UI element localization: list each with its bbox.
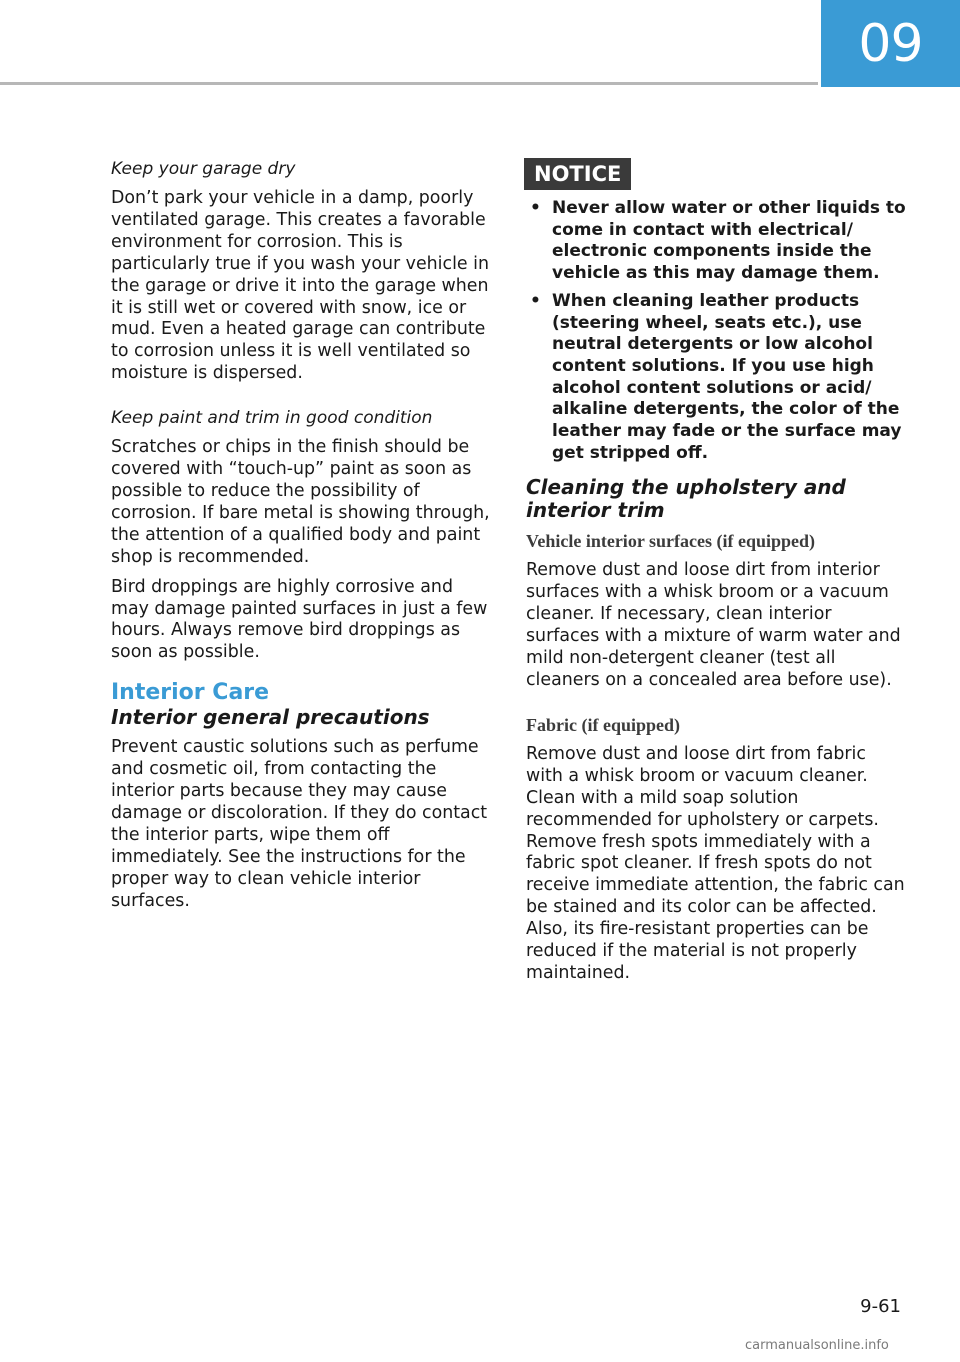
left-column xyxy=(111,158,491,920)
chapter-number: 09 xyxy=(858,13,923,74)
garage-heading: Keep your garage dry xyxy=(111,159,296,179)
right-column xyxy=(526,158,908,993)
paint-paragraph-2: Bird droppings are highly corrosive and may damage painted surfaces in just a few hours. Always remove bird droppings as soon as possible. xyxy=(111,576,488,663)
chapter-tab xyxy=(821,0,960,87)
paint-paragraph-1: Scratches or chips in the finish should be covered with “touch-up” paint as soon as possible to reduce the possibility of corrosion. If bare metal is showing through, the attention of a qualified body and paint shop is recommended. xyxy=(111,437,490,567)
interior-surfaces-paragraph: Remove dust and loose dirt from interior surfaces with a whisk broom or a vacuum cleaner. If necessary, clean interior surfaces with a mixture of warm water and mild non-detergent cleaner (test all cleaners on a concealed area before use). xyxy=(526,560,901,690)
interior-surfaces-heading: Vehicle interior surfaces (if equipped) xyxy=(526,531,815,552)
notice-item-text: When cleaning leather products (steering wheel, seats etc.), use neutral detergents or low alcohol content solutions. If you use high alcohol content solutions or acid/ alkaline detergents, the color of the leather may fade or the surface may get stripped off. xyxy=(552,290,902,463)
precautions-paragraph: Prevent caustic solutions such as perfume and cosmetic oil, from contacting the interior parts because they may cause damage or discoloration. If they do contact the interior parts, wipe them off immediately. See the instructions for the proper way to clean vehicle interior surfaces. xyxy=(111,737,488,911)
notice-badge: NOTICE xyxy=(524,158,631,190)
fabric-heading: Fabric (if equipped) xyxy=(526,714,681,735)
bullet-icon: • xyxy=(530,290,541,311)
precautions-heading: Interior general precautions xyxy=(111,705,430,730)
garage-paragraph: Don’t park your vehicle in a damp, poorly ventilated garage. This creates a favorable environment for corrosion. This is particularly true if you wash your vehicle in the garage or drive it into the garage when it is still wet or covered with snow, ice or mud. Even a heated garage can contribute to corrosion unless it is well ventilated so moisture is dispersed. xyxy=(111,188,489,384)
notice-item-text: Never allow water or other liquids to come in contact with electrical/ electronic components inside the vehicle as this may damage them. xyxy=(552,198,906,284)
upholstery-heading: Cleaning the upholstery and interior trim xyxy=(526,475,846,523)
notice-item xyxy=(526,198,908,285)
notice-list xyxy=(526,198,908,464)
section-title: Interior Care xyxy=(111,680,270,706)
paint-heading: Keep paint and trim in good condition xyxy=(111,408,433,429)
fabric-paragraph: Remove dust and loose dirt from fabric with a whisk broom or vacuum cleaner. Clean with a mild soap solution recommended for upholstery or carpets. Remove fresh spots immediately with a fabric spot cleaner. If fresh spots do not receive immediate attention, the fabric can be stained and its color can be affected. Also, its fire-resistant properties can be reduced if the material is not properly maintained. xyxy=(526,743,905,983)
bullet-icon: • xyxy=(530,198,541,218)
notice-item xyxy=(526,291,908,465)
watermark: carmanualsonline.info xyxy=(745,1338,889,1353)
page-number: 9-61 xyxy=(860,1296,901,1317)
header-rule xyxy=(0,82,818,85)
